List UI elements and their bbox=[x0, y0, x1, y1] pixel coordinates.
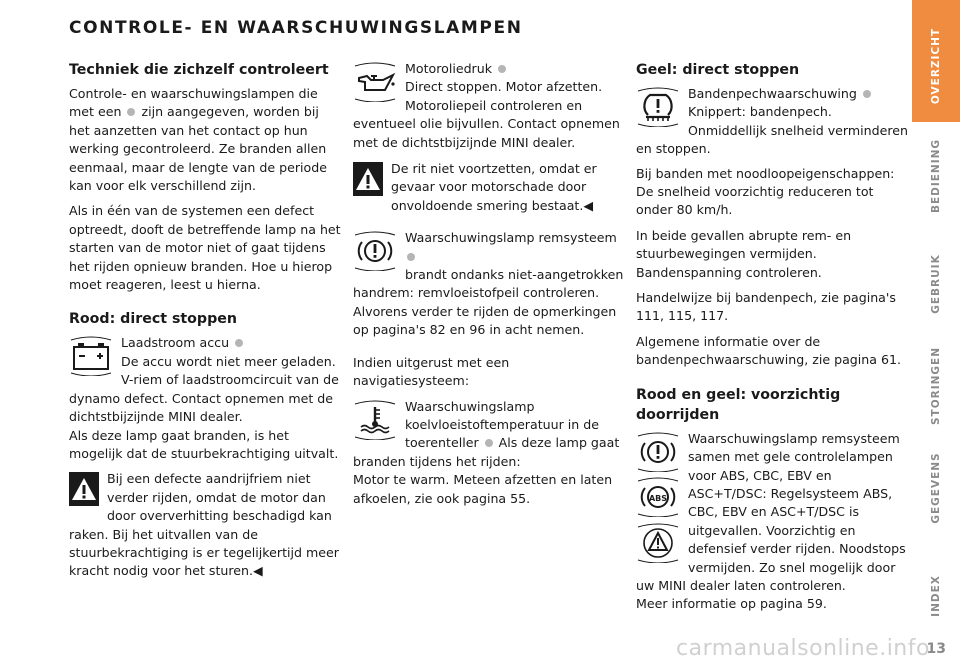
oil-warning-text: De rit niet voortzetten, omdat er gevaar voor motorschade door onvoldoende smering bestaat. bbox=[391, 161, 597, 213]
oil-warning-note bbox=[353, 160, 628, 215]
paragraph-defect: Als in één van de systemen een defect optreedt, dooft de betreffende lamp na het starten van de motor niet of gaat tijdens het rijden opnieuw branden. Hoe u hierop moet reageren, leest u hierna. bbox=[69, 203, 341, 293]
tire-text: Knippert: bandenpech. Onmiddellijk snelheid verminderen en stoppen. bbox=[636, 104, 908, 157]
coolant-title: Waarschuwingslamp koelvloeistoftemperatuur in de toerenteller bbox=[405, 398, 600, 451]
navigation-note: Indien uitgerust met een navigatiesysteem: bbox=[353, 354, 510, 389]
battery-entry bbox=[69, 334, 341, 463]
coolant-entry bbox=[353, 398, 628, 508]
abs-label: ABS bbox=[648, 494, 668, 504]
brake-warning-icon bbox=[636, 432, 680, 477]
brake-warning-icon bbox=[353, 231, 397, 271]
tab-gebruik[interactable]: GEBRUIK bbox=[930, 254, 942, 314]
battery-text-2: Als deze lamp gaat branden, is het mogelijk dat de stuurbekrachtiging uitvalt. bbox=[69, 427, 339, 461]
combo-entry bbox=[636, 430, 912, 614]
text: Controle- en waarschuwingslampen die met een bbox=[69, 86, 318, 120]
section-heading-self-check: Techniek die zichzelf controleert bbox=[69, 62, 329, 78]
combo-text: Waarschuwingslamp remsysteem samen met gele controlelampen voor ABS, CBC, EBV en ASC+T/DSC: Regelsysteem ABS, CBC, EBV en ASC+T/DSC is uitgevallen. Voorzichtig en defensief verder rijden. Noodstops vermijden. Zo snel mogelijk door uw MINI dealer laten controleren. bbox=[636, 430, 906, 593]
column-middle bbox=[353, 60, 628, 515]
oil-title: Motoroliedruk bbox=[405, 61, 493, 76]
oil-entry bbox=[353, 60, 628, 152]
warning-text: Bij een defecte aandrijfriem niet verder rijden, omdat de motor dan door oververhitting beschadigd kan raken. Bij het uitvallen van de stuurbekrachtiging is er tegelijkertijd meer kracht nodig voor het sturen. bbox=[69, 471, 339, 579]
combo-text-2: Meer informatie op pagina 59. bbox=[636, 596, 827, 612]
battery-icon bbox=[69, 336, 113, 376]
end-mark: ◀ bbox=[253, 563, 263, 579]
warning-note bbox=[69, 470, 341, 580]
page-title: CONTROLE- EN WAARSCHUWINGSLAMPEN bbox=[69, 18, 523, 38]
tab-index[interactable]: INDEX bbox=[930, 575, 942, 617]
text: zijn aangegeven, worden bij het aanzetten van het contact op hun werking gecontroleerd. Ze branden allen eenmaal, maar de lengte van de periode kan voor elk verschillend zijn. bbox=[69, 104, 327, 194]
section-heading-yellow: Geel: direct stoppen bbox=[636, 62, 800, 78]
dot-icon bbox=[498, 65, 506, 73]
tab-storingen[interactable]: STORINGEN bbox=[930, 347, 942, 426]
brake-text: brandt ondanks niet-aangetrokken handrem: remvloeistofpeil controleren. Alvorens verder te rijden de opmerkingen op pagina's 82 en 96 in acht nemen. bbox=[353, 267, 624, 338]
coolant-temperature-icon bbox=[353, 400, 397, 440]
section-heading-red-yellow: Rood en geel: voorzichtig doorrijden bbox=[636, 386, 841, 423]
dot-icon bbox=[485, 439, 493, 447]
tab-overzicht[interactable]: OVERZICHT bbox=[930, 27, 942, 105]
side-tab-bar bbox=[912, 0, 960, 663]
column-left bbox=[69, 60, 341, 581]
coolant-text: Als deze lamp gaat branden tijdens het rijden: bbox=[353, 435, 620, 469]
tab-bediening[interactable]: BEDIENING bbox=[930, 138, 942, 214]
icon-stack bbox=[636, 432, 680, 568]
end-mark: ◀ bbox=[583, 197, 594, 213]
tab-gegevens[interactable]: GEGEVENS bbox=[930, 452, 942, 524]
paragraph-avoid: In beide gevallen abrupte rem- en stuurbewegingen vermijden. Bandenspanning controleren. bbox=[636, 227, 852, 280]
dot-icon bbox=[235, 339, 243, 347]
paragraph-runflat: Bij banden met noodloopeigenschappen: De snelheid voorzichtig reduceren tot onder 80 km/h. bbox=[636, 165, 895, 218]
page-number: 13 bbox=[926, 641, 946, 657]
dot-icon bbox=[127, 108, 135, 116]
oil-can-icon bbox=[353, 62, 397, 102]
coolant-text-2: Motor te warm. Meteen afzetten en laten afkoelen, zie ook pagina 55. bbox=[353, 472, 613, 506]
brake-entry bbox=[353, 229, 628, 339]
dot-icon bbox=[863, 90, 871, 98]
battery-title: Laadstroom accu bbox=[121, 335, 230, 351]
section-heading-red: Rood: direct stoppen bbox=[69, 311, 237, 328]
brake-title: Waarschuwingslamp remsysteem bbox=[405, 230, 617, 246]
paragraph-general-info: Algemene informatie over de bandenpechwaarschuwing, zie pagina 61. bbox=[636, 333, 902, 368]
dsc-triangle-icon bbox=[636, 523, 680, 568]
paragraph-self-check bbox=[69, 85, 341, 195]
oil-text: Direct stoppen. Motor afzetten. Motoroliepeil controleren en eventueel olie bijvullen. Contact opnemen met de dichtstbijzijnde MINI dealer. bbox=[353, 79, 620, 150]
warning-triangle-icon bbox=[69, 472, 99, 506]
watermark: carmanualsonline.info bbox=[676, 636, 930, 661]
tire-pressure-icon bbox=[636, 87, 680, 127]
tire-entry bbox=[636, 85, 912, 159]
tire-title: Bandenpechwaarschuwing bbox=[688, 86, 857, 101]
column-right bbox=[636, 60, 912, 621]
battery-text: De accu wordt niet meer geladen. V-riem of laadstroomcircuit van de dynamo defect. Contact opnemen met de dichtstbijzijnde MINI dealer. bbox=[69, 353, 339, 425]
dot-icon bbox=[407, 253, 415, 261]
warning-triangle-icon bbox=[353, 162, 383, 196]
paragraph-procedure: Handelwijze bij bandenpech, zie pagina's 111, 115, 117. bbox=[636, 290, 896, 324]
abs-icon bbox=[636, 477, 680, 522]
